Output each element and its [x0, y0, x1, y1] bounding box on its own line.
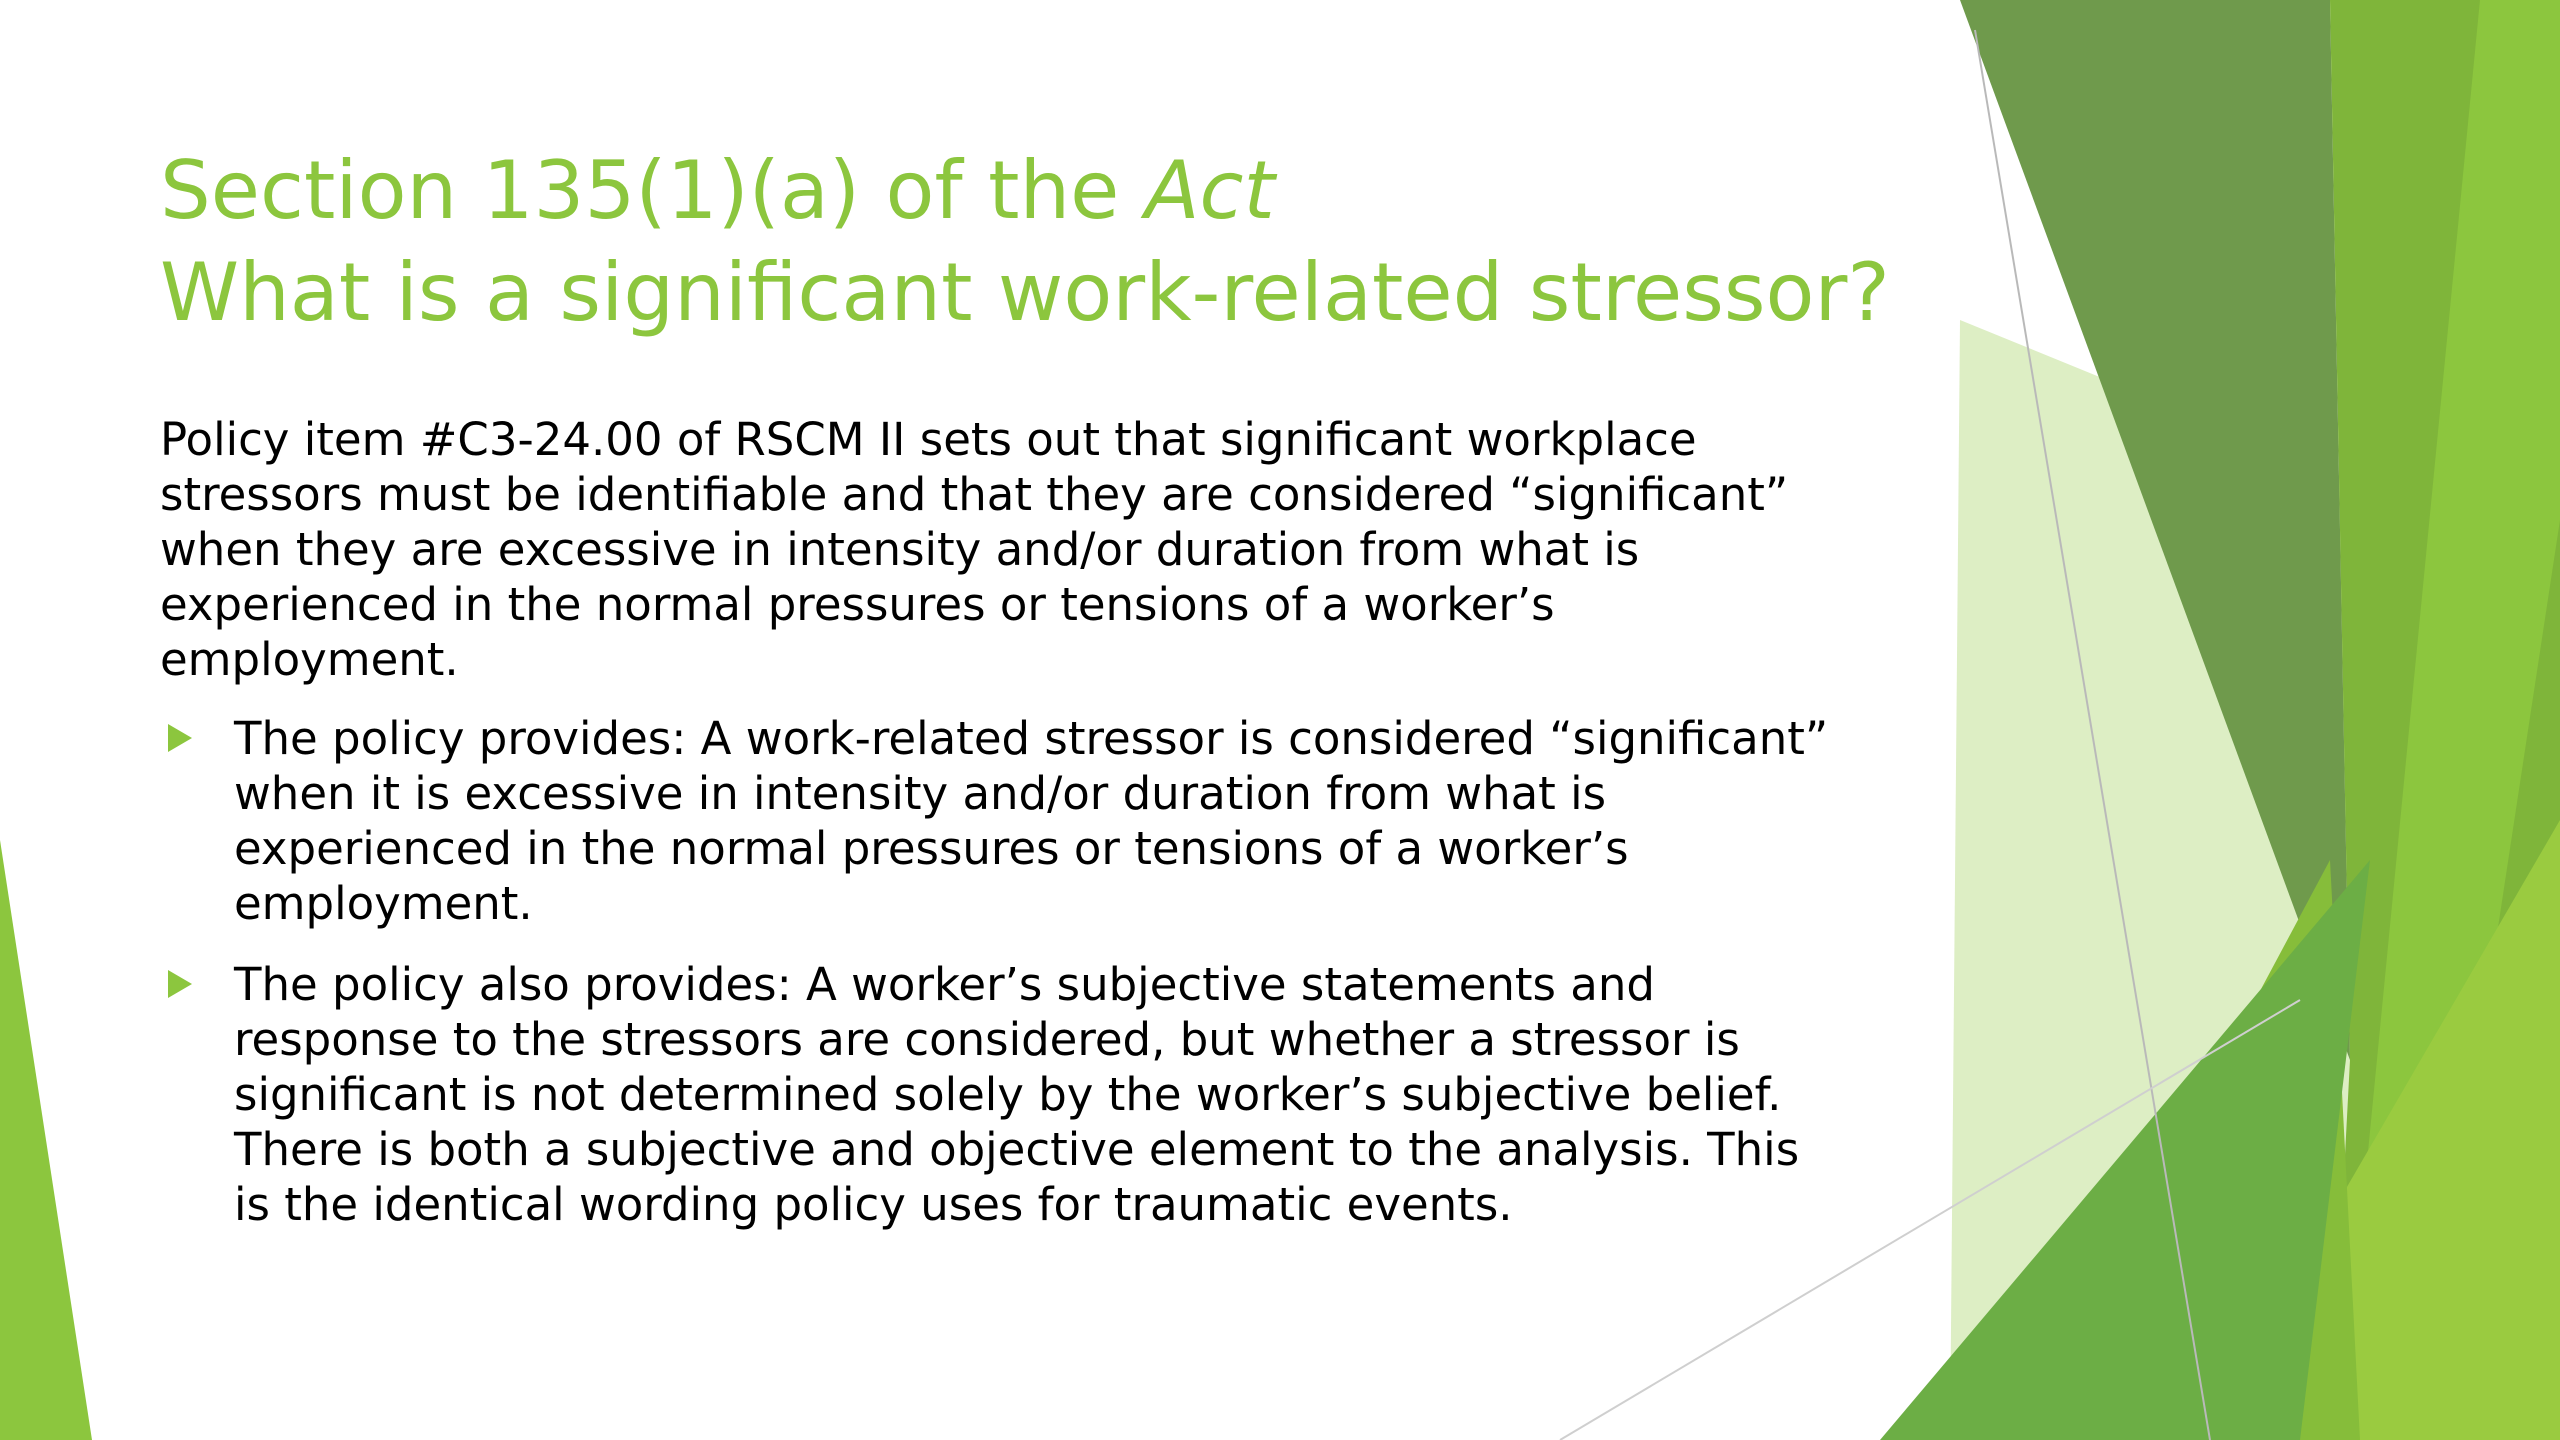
bullet-item-2	[160, 957, 1840, 1232]
title-act-italic: Act	[1144, 144, 1275, 237]
title-line-2: What is a significant work-related stressor?	[160, 246, 1890, 339]
triangle-bullet-icon	[168, 724, 192, 752]
bullet-text-1: The policy provides: A work-related stressor is considered “significant” when it is excessive in intensity and/or duration from what is experienced in the normal pressures or tensions of a worker’s employment.	[234, 712, 1829, 930]
bullet-item-1	[160, 711, 1840, 931]
left-edge-facet	[0, 840, 92, 1440]
triangle-bullet-icon	[168, 970, 192, 998]
bullet-text-2: The policy also provides: A worker’s subjective statements and response to the stressors are considered, but whether a stressor is significant is not determined solely by the worker’s subjective belief. There is both a subjective and objective element to the analysis. This is the identical wording policy uses for traumatic events.	[234, 958, 1800, 1231]
slide-body	[160, 412, 1840, 1258]
bullet-list	[160, 711, 1840, 1232]
slide-title	[160, 140, 1890, 344]
title-line-1	[160, 140, 1880, 242]
title-line-1-text: Section 135(1)(a) of the	[160, 144, 1145, 237]
intro-paragraph: Policy item #C3-24.00 of RSCM II sets out that significant workplace stressors must be identifiable and that they are considered “significant” when they are excessive in intensity and/or duration from what is experienced in the normal pressures or tensions of a worker’s employment.	[160, 413, 1789, 686]
